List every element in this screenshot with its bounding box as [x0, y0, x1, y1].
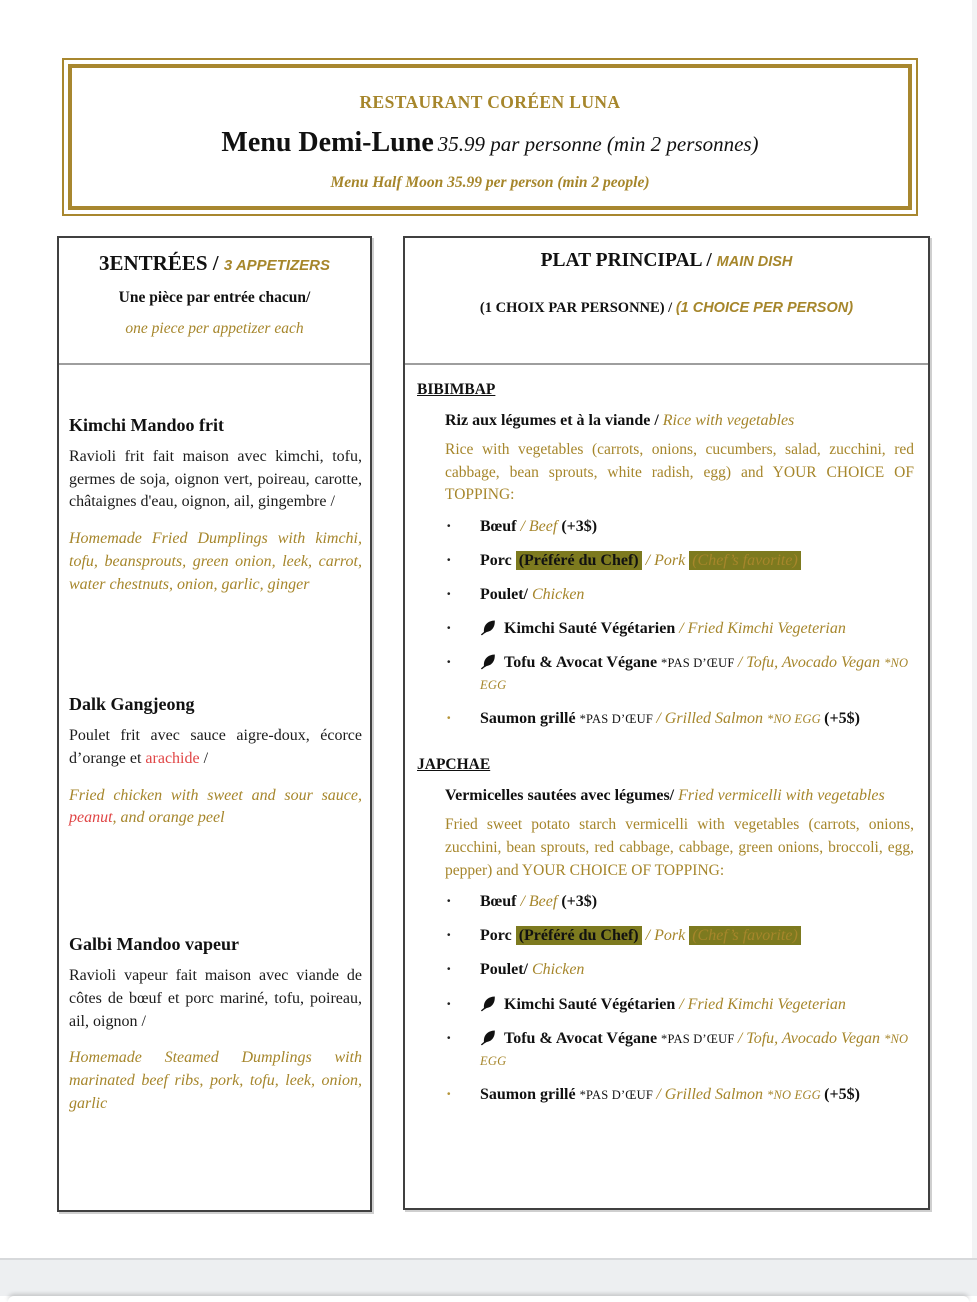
bullet-dot: •	[447, 589, 451, 601]
topping-en: / Fried Kimchi Vegeterian	[679, 995, 846, 1013]
no-egg-note-en: *NO EGG	[767, 1087, 825, 1102]
appetizers-panel	[57, 236, 372, 1212]
menu-header-box	[62, 58, 918, 216]
section-heading: BIBIMBAP	[417, 381, 496, 398]
topping-en: / Tofu, Avocado Vegan	[737, 654, 885, 672]
vegetarian-leaf-icon	[480, 1029, 497, 1046]
choice-en: (1 CHOICE PER PERSON)	[675, 300, 854, 316]
chef-favorite-highlight: (Préféré du Chef)	[516, 926, 642, 945]
bullet-dot: •	[447, 964, 451, 976]
item-name: Kimchi Mandoo frit	[69, 415, 224, 435]
chef-favorite-highlight: (Préféré du Chef)	[516, 551, 642, 570]
topping-name: Tofu & Avocat Végane	[504, 1029, 662, 1047]
topping-en: / Beef	[520, 893, 562, 911]
topping-row	[445, 550, 914, 572]
dish-title	[445, 412, 914, 430]
topping-row	[445, 652, 914, 696]
next-page-edge	[8, 1296, 969, 1302]
desc-text: Poulet frit avec sauce aigre-doux, écorce d’orange et	[69, 727, 362, 768]
topping-en: / Pork	[641, 551, 690, 569]
page-gap	[0, 1258, 977, 1296]
appetizers-title-fr: 3ENTRÉES /	[98, 251, 224, 275]
bullet-dot: •	[447, 930, 451, 942]
main-title-line	[405, 250, 928, 272]
item-name: Galbi Mandoo vapeur	[69, 934, 240, 955]
topping-price: (+5$)	[824, 1085, 860, 1103]
appetizers-note-en: one piece per appetizer each	[125, 320, 304, 337]
bullet-dot: •	[447, 1032, 451, 1044]
topping-name: Saumon grillé	[480, 1085, 580, 1103]
main-title-en: MAIN DISH	[716, 254, 793, 270]
dish-title-en: Rice with vegetables	[662, 412, 795, 429]
bullet-dot: •	[447, 998, 451, 1010]
desc-text: , and orange peel	[112, 809, 225, 827]
desc-text: Fried chicken with sweet and sour sauce,	[69, 786, 362, 804]
dish-title-en: Fried vermicelli with vegetables	[678, 787, 885, 805]
section-body	[445, 787, 914, 1105]
bullet-dot: •	[447, 623, 451, 635]
topping-row	[445, 584, 914, 606]
section-body	[445, 412, 914, 730]
topping-row	[445, 891, 914, 913]
menu-title-line	[72, 127, 908, 159]
menu-subtitle-en: Menu Half Moon 35.99 per person (min 2 people)	[330, 174, 650, 191]
section-bibimbap	[417, 381, 914, 730]
appetizers-note-fr: Une pièce par entrée chacun/	[118, 289, 311, 306]
appetizers-title-en: 3 APPETIZERS	[223, 257, 330, 274]
viewer-edge	[972, 0, 977, 1258]
topping-row	[445, 516, 914, 538]
choice-fr: (1 CHOIX PAR PERSONNE) /	[479, 300, 676, 316]
section-heading: JAPCHAE	[417, 756, 491, 774]
restaurant-name: RESTAURANT CORÉEN LUNA	[359, 92, 621, 112]
topping-en: / Grilled Salmon	[656, 1085, 768, 1103]
no-egg-note-fr: *PAS D’ŒUF	[579, 712, 657, 727]
item-description-fr: Ravioli frit fait maison avec kimchi, tofu, germes de soja, oignon vert, poireau, carotte, châtaignes d'eau, oignon, ail, gingembre /	[69, 448, 362, 511]
topping-name: Poulet/	[480, 586, 532, 604]
topping-en: / Tofu, Avocado Vegan	[737, 1029, 885, 1047]
topping-name: Kimchi Sauté Végétarien	[504, 995, 680, 1013]
topping-row	[445, 708, 914, 730]
no-egg-note-en: *NO EGG	[480, 656, 909, 693]
topping-en: / Beef	[520, 517, 562, 535]
no-egg-note-fr: *PAS D’ŒUF	[661, 1031, 738, 1046]
chef-favorite-highlight-en: (Chef’s favorite)	[689, 926, 801, 945]
topping-row	[445, 618, 914, 640]
section-description: Rice with vegetables (carrots, onions, cucumbers, salad, zucchini, red cabbage, bean sprouts, white radish, egg) and YOUR CHOICE OF TOPPING:	[445, 441, 914, 504]
topping-row	[445, 1084, 914, 1106]
main-dish-body	[405, 365, 928, 1106]
topping-row	[445, 994, 914, 1016]
topping-en: / Grilled Salmon	[656, 710, 768, 728]
bullet-dot: •	[447, 554, 451, 566]
topping-name: Tofu & Avocat Végane	[504, 654, 662, 672]
item-name: Dalk Gangjeong	[69, 694, 195, 715]
item-description-en: Homemade Steamed Dumplings with marinated beef ribs, pork, tofu, leek, onion, garlic	[69, 1049, 362, 1112]
item-description-en	[69, 785, 362, 830]
topping-name: Poulet/	[480, 961, 532, 979]
topping-en: Chicken	[532, 961, 585, 979]
menu-header-inner	[68, 64, 912, 210]
topping-price: (+5$)	[824, 710, 860, 728]
topping-name: Porc	[480, 551, 516, 569]
menu-price: 35.99 par personne (min 2 personnes)	[437, 132, 759, 156]
topping-price: (+3$)	[561, 517, 598, 535]
main-dish-header	[405, 238, 928, 365]
appetizers-title-line	[59, 251, 370, 276]
topping-row	[445, 959, 914, 981]
section-description: Fried sweet potato starch vermicelli with vegetables (carrots, onions, zucchini, bean sprouts, red cabbage, cabbage, green onions, broccoli, egg, pepper) and YOUR CHOICE OF TOPPING:	[445, 816, 914, 879]
allergen-text: peanut	[69, 809, 113, 827]
topping-en: Chicken	[532, 586, 585, 604]
main-title-fr: PLAT PRINCIPAL /	[540, 250, 717, 271]
no-egg-note-en: *NO EGG	[480, 1031, 909, 1068]
item-description-fr: Ravioli vapeur fait maison avec viande de côtes de bœuf et porc mariné, tofu, poireau, ail, oignon /	[69, 967, 362, 1030]
dish-title-fr: Vermicelles sautées avec légumes/	[445, 787, 679, 805]
topping-row	[445, 1028, 914, 1072]
desc-text: /	[199, 750, 209, 768]
choice-line	[405, 299, 928, 317]
bullet-dot: •	[447, 896, 451, 908]
menu-title: Menu Demi-Lune	[221, 127, 434, 158]
appetizers-body	[59, 365, 370, 1116]
bullet-dot: •	[447, 657, 451, 669]
item-description-fr	[69, 725, 362, 770]
bullet-dot: •	[447, 1088, 451, 1100]
dish-title-fr: Riz aux légumes et à la viande /	[445, 412, 663, 429]
topping-price: (+3$)	[561, 893, 598, 911]
no-egg-note-fr: *PAS D’ŒUF	[661, 656, 738, 671]
section-japchae	[417, 756, 914, 1105]
topping-name: Bœuf	[480, 517, 521, 535]
vegetarian-leaf-icon	[480, 653, 497, 670]
no-egg-note-fr: *PAS D’ŒUF	[579, 1087, 657, 1102]
bullet-dot: •	[447, 713, 451, 725]
vegetarian-leaf-icon	[480, 619, 497, 636]
appetizer-item	[69, 415, 362, 596]
topping-name: Saumon grillé	[480, 710, 580, 728]
appetizer-item	[69, 694, 362, 830]
vegetarian-leaf-icon	[480, 995, 497, 1012]
topping-name: Porc	[480, 927, 516, 945]
main-dish-panel	[403, 236, 930, 1210]
topping-name: Kimchi Sauté Végétarien	[504, 620, 680, 638]
topping-row	[445, 925, 914, 947]
chef-favorite-highlight-en: (Chef’s favorite)	[689, 551, 801, 570]
topping-en: / Fried Kimchi Vegeterian	[679, 620, 846, 638]
topping-name: Bœuf	[480, 893, 521, 911]
allergen-text: arachide	[145, 750, 200, 768]
appetizer-item	[69, 934, 362, 1115]
no-egg-note-en: *NO EGG	[767, 712, 825, 727]
appetizers-header	[59, 238, 370, 365]
item-description-en: Homemade Fried Dumplings with kimchi, tofu, beansprouts, green onion, leek, carrot, water chestnuts, onion, garlic, ginger	[69, 530, 362, 593]
dish-title	[445, 787, 914, 805]
topping-en: / Pork	[641, 927, 690, 945]
bullet-dot: •	[447, 520, 451, 532]
